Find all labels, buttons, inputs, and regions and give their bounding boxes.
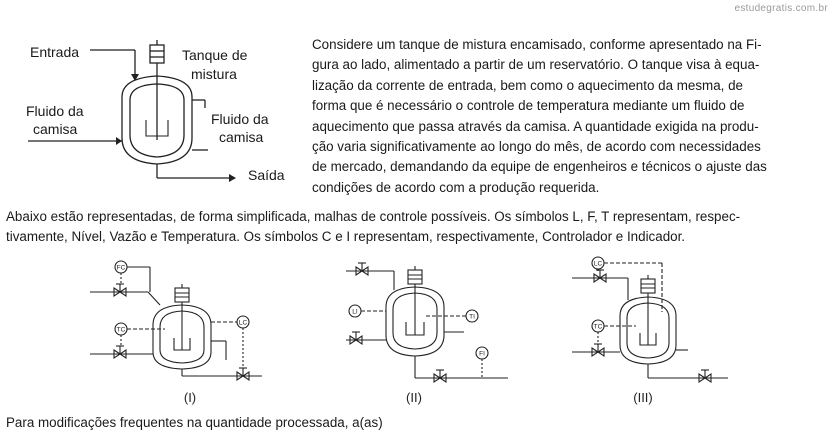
d3-caption: (III) — [633, 390, 653, 405]
label-entrada: Entrada — [30, 44, 80, 60]
d2-ti-tag: TI — [469, 313, 475, 321]
paragraph-line: ção varia significativamente ao longo do mês, de acordo com necessidades — [312, 139, 761, 155]
d2-caption: (II) — [406, 390, 422, 405]
paragraph-line: Considere um tanque de mistura encamisado, conforme apresentado na Fi- — [312, 37, 762, 52]
diagram-3 — [572, 257, 728, 382]
d3-lc-tag: LC — [593, 260, 603, 268]
d1-caption: (I) — [183, 390, 197, 405]
paragraph-line: aquecimento que passa através da camisa. A quantidade exigida na produ- — [312, 118, 759, 134]
d3-tc-tag: TC — [593, 323, 603, 331]
paragraph-line: lização da corrente de entrada, bem como o aquecimento da mesma, de — [312, 77, 743, 93]
d1-lc-tag: LC — [238, 319, 248, 327]
intro-line: tivamente, Nível, Vazão e Temperatura. Os símbolos C e I representam, respectivamente, Controlador e Indicador. — [6, 229, 686, 245]
d2-fi-tag: FI — [479, 350, 485, 358]
label-fluido-right-2: camisa — [219, 129, 264, 145]
d1-tc-tag: TC — [116, 326, 126, 334]
top-tank-figure — [28, 40, 236, 182]
paragraph-line: de mercado, demandando da equipe de engenheiros e técnicos o ajuste das — [312, 159, 767, 175]
motor-icon — [150, 40, 164, 63]
d2-li-tag: LI — [352, 308, 358, 316]
paragraph-line: forma que é necessário o controle de temperatura mediante um fluido de — [312, 98, 745, 114]
label-fluido-left-1: Fluido da — [26, 103, 84, 119]
watermark: estudegratis.com.br — [734, 3, 828, 14]
label-fluido-left-2: camisa — [33, 121, 78, 137]
label-tanque-2: mistura — [191, 66, 237, 82]
label-tanque-1: Tanque de — [182, 47, 248, 63]
diagram-1 — [90, 261, 262, 380]
question-stem: Para modificações frequentes na quantidade processada, a(as) — [6, 415, 383, 430]
paragraph-line: condições de acordo com a produção requerida. — [312, 179, 600, 195]
label-fluido-right-1: Fluido da — [211, 111, 269, 127]
d1-fc-tag: FC — [116, 264, 126, 272]
label-saida: Saída — [248, 167, 285, 183]
diagram-2 — [346, 263, 508, 382]
paragraph-line: gura ao lado, alimentado a partir de um reservatório. O tanque visa à equa- — [312, 57, 760, 73]
intro-line: Abaixo estão representadas, de forma simplificada, malhas de controle possíveis. Os símbolos L, F, T representam, respec- — [6, 209, 741, 224]
